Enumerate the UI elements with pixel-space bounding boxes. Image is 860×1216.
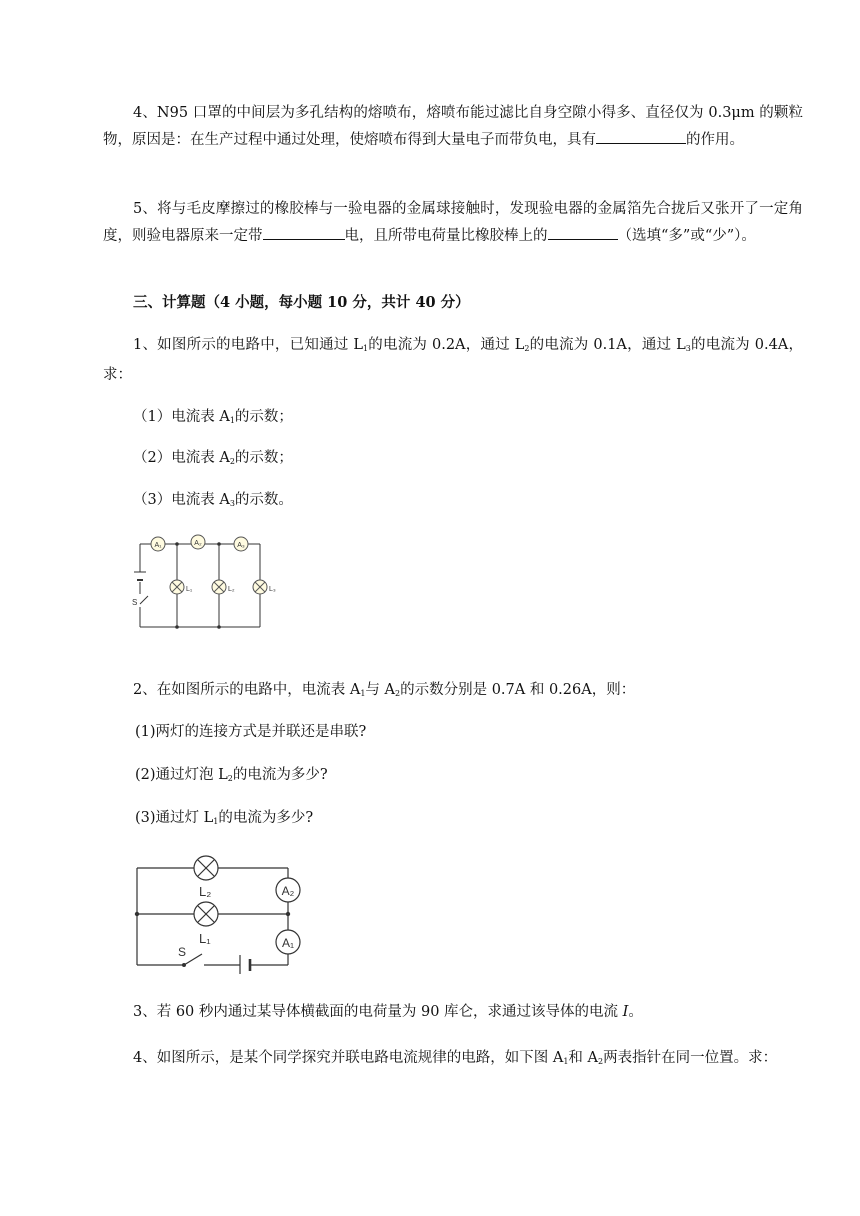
calc2-intro-b: 与 A (365, 682, 395, 698)
ammeter-a3-icon (234, 537, 248, 551)
q4-answer-blank[interactable] (596, 129, 686, 144)
q4-text-1: 4、N95 口罩的中间层为多孔结构的熔喷布，熔喷布能过滤比自身空隙小得多、直径仅为 0.3μm 的颗粒物，原因是：在生产过程中通过处理，使熔喷布得到大量电子而带负电，具有 (103, 105, 803, 148)
calc2-item-2 (135, 765, 328, 789)
lamp-l3-label: L₃ (269, 586, 276, 593)
calc2-sub-2: 2 (395, 689, 401, 698)
lamp-l1-label: L₁ (186, 586, 193, 593)
ammeter-a2-icon-2 (276, 878, 300, 902)
calc2-item-3-post: 的电流为多少? (218, 810, 314, 826)
calc3-text: 3、若 60 秒内通过某导体横截面的电荷量为 90 库仑，求通过该导体的电流 (133, 1004, 619, 1020)
calc4-sub-2: 2 (598, 1057, 604, 1066)
lamp-l2-icon (212, 580, 226, 594)
calc1-intro-c: 的电流为 0.1A，通过 L (529, 337, 686, 353)
svg-text:A₁: A₁ (281, 936, 295, 950)
switch-pivot-dot (182, 963, 186, 967)
q5-text-2: 电，且所带电荷量比橡胶棒上的 (344, 228, 548, 244)
lamp-l2-icon-2 (194, 856, 218, 880)
calc2-item-1 (135, 722, 366, 742)
calc1-item-2-post: 的示数； (234, 450, 293, 466)
calc1-sub-2: 2 (524, 344, 530, 353)
q4-text-2: 的作用。 (686, 132, 744, 148)
calc2-item-2-pre: (2)通过灯泡 L (135, 767, 228, 783)
q5-text-3: （选填“多”或“少”）。 (617, 228, 756, 244)
calc1-sub-3: 3 (685, 344, 691, 353)
calc-question-4 (103, 1045, 803, 1075)
lamp-l2-label-2: L₂ (199, 884, 212, 899)
calc2-item-2-post: 的电流为多少? (232, 767, 328, 783)
circuit-diagram-1 (130, 532, 280, 632)
lamp-l3-icon (253, 580, 267, 594)
calc2-sub-1: 1 (360, 689, 366, 698)
ammeter-a1-icon-2 (276, 930, 300, 954)
svg-text:A₂: A₂ (281, 884, 295, 898)
calc4-text-a: 4、如图所示，是某个同学探究并联电路电流规律的电路，如下图 A (133, 1050, 564, 1066)
calc3-variable: I (622, 1004, 629, 1020)
calc1-intro-a: 1、如图所示的电路中，已知通过 L (133, 337, 363, 353)
calc2-item-2-sub: 2 (227, 774, 233, 783)
lamp-l1-label-2: L₁ (199, 931, 211, 946)
calc4-sub-1: 1 (563, 1057, 569, 1066)
calc-question-1 (103, 332, 803, 389)
ammeter-a1-icon (151, 537, 165, 551)
svg-text:A₂: A₂ (194, 540, 202, 547)
lamp-l1-icon-2 (194, 902, 218, 926)
calc-question-3 (133, 1002, 643, 1022)
calc1-intro-b: 的电流为 0.2A，通过 L (368, 337, 525, 353)
calc1-item-1-pre: （1）电流表 A (133, 409, 230, 425)
calc1-sub-1: 1 (362, 344, 369, 353)
calc2-item-1-pre: (1)两灯的连接方式是并联还是串联? (135, 724, 367, 740)
calc1-item-2-pre: （2）电流表 A (133, 450, 230, 466)
svg-text:A₁: A₁ (154, 542, 162, 549)
svg-text:A₃: A₃ (237, 542, 245, 549)
calc1-item-3-pre: （3）电流表 A (133, 492, 230, 508)
q5-answer-blank-1[interactable] (263, 225, 345, 240)
calc3-end: 。 (628, 1004, 643, 1020)
calc2-item-3-pre: (3)通过灯 L (135, 810, 214, 826)
switch-s-label: S (132, 598, 138, 607)
calc-question-2 (133, 680, 635, 704)
switch-s-label-2: S (178, 945, 187, 959)
calc1-item-1-post: 的示数； (234, 409, 293, 425)
section-3-heading: 三、计算题（4 小题，每小题 10 分，共计 40 分） (133, 294, 470, 311)
calc2-item-3 (135, 808, 313, 832)
calc1-item-2 (133, 448, 293, 472)
ammeter-a2-icon (191, 535, 205, 549)
q5-text-1: 5、将与毛皮摩擦过的橡胶棒与一验电器的金属球接触时，发现验电器的金属箔先合拢后又张开了一定角度，则验电器原来一定带 (103, 201, 803, 244)
calc1-item-3-post: 的示数。 (234, 492, 293, 508)
calc1-item-2-sub: 2 (229, 457, 235, 466)
calc1-item-3 (133, 490, 293, 514)
calc1-intro-d: 的电流为 0.4A，求： (103, 337, 803, 383)
calc2-item-3-sub: 1 (213, 817, 219, 826)
question-5-fill-in (103, 196, 803, 250)
circuit-diagram-2 (128, 852, 308, 974)
calc2-intro-c: 的示数分别是 0.7A 和 0.26A，则： (400, 682, 636, 698)
calc1-item-3-sub: 3 (229, 499, 235, 508)
calc4-text-b: 和 A (568, 1050, 598, 1066)
calc1-item-1 (133, 407, 293, 431)
question-4-fill-in (103, 100, 803, 154)
calc4-text-c: 两表指针在同一位置。求： (603, 1050, 778, 1066)
calc1-item-1-sub: 1 (229, 416, 235, 425)
lamp-l2-label: L₂ (228, 586, 235, 593)
q5-answer-blank-2[interactable] (548, 225, 618, 240)
calc2-intro-a: 2、在如图所示的电路中，电流表 A (133, 682, 361, 698)
lamp-l1-icon (170, 580, 184, 594)
